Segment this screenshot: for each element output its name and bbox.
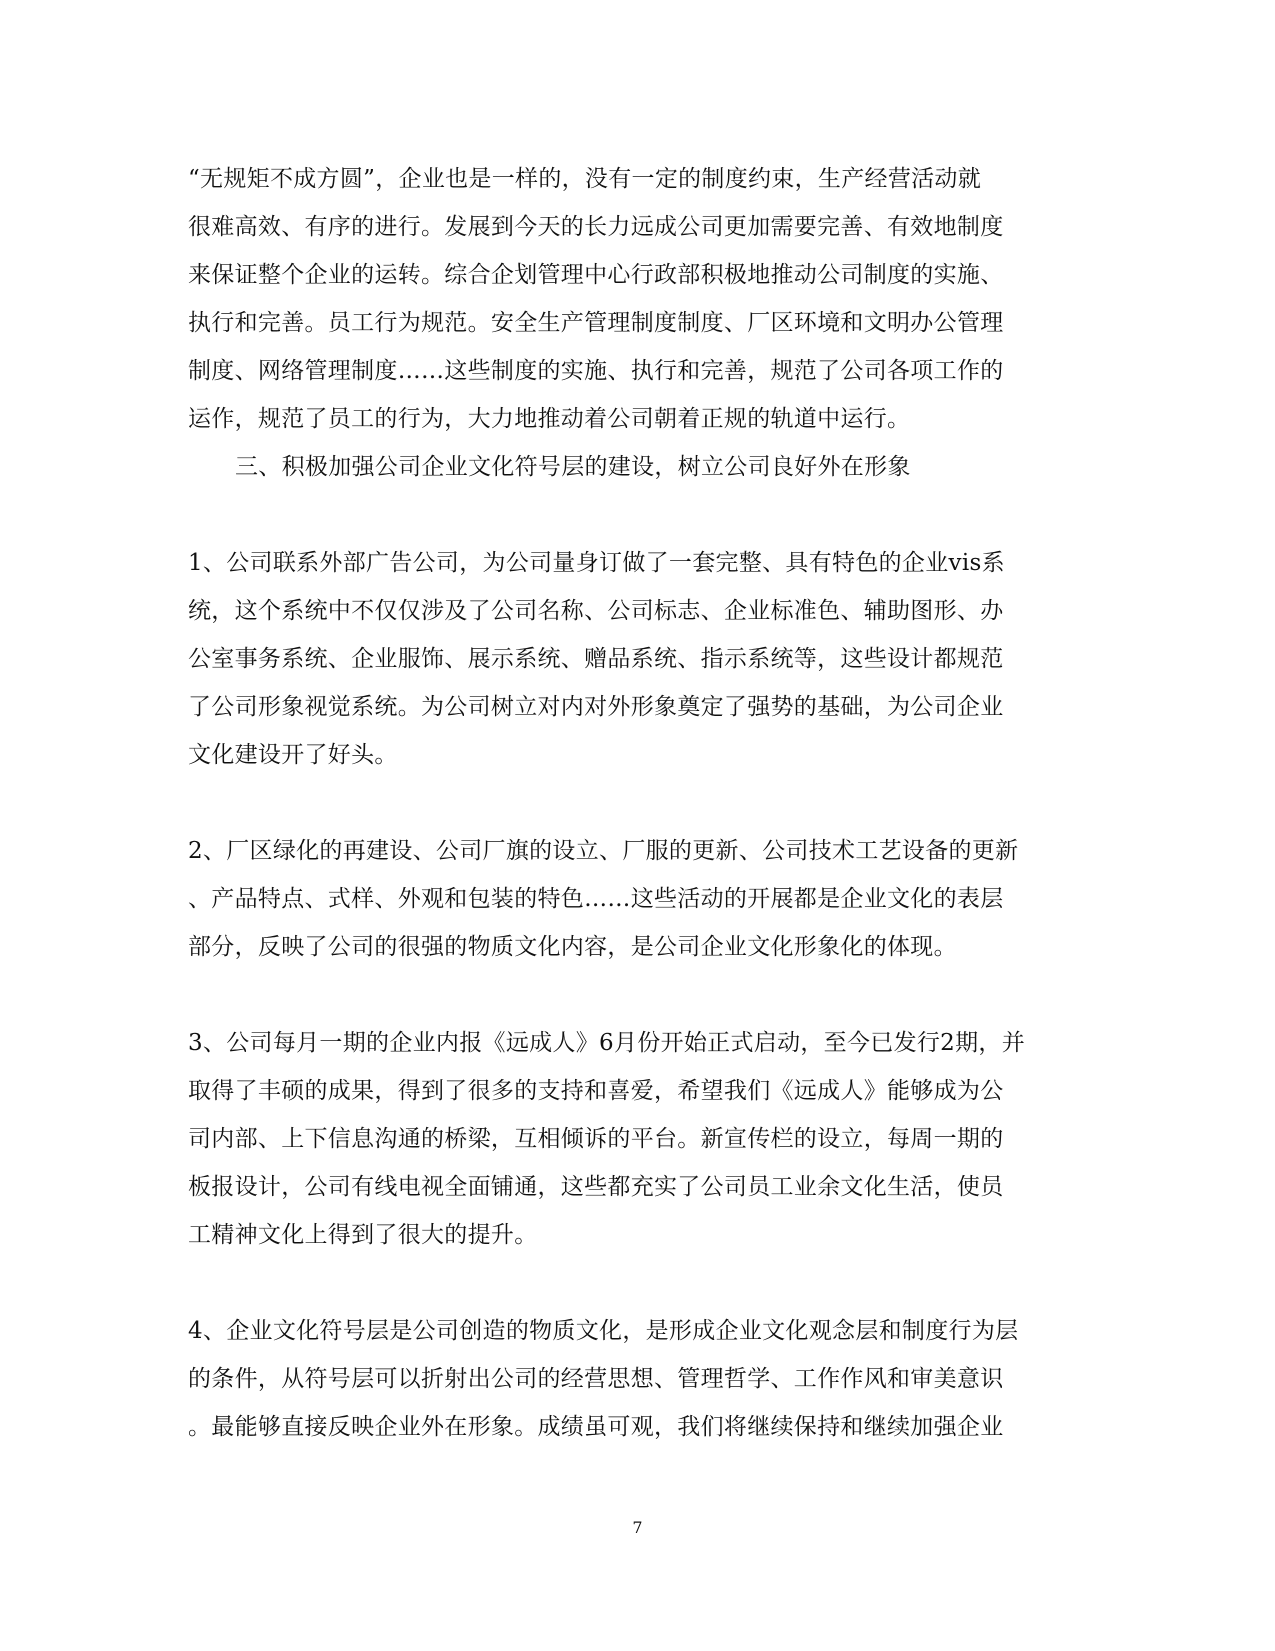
text-line: 3、公司每月一期的企业内报《远成人》6月份开始正式启动，至今已发行2期，并 (188, 1030, 1025, 1056)
text-line: 部分，反映了公司的很强的物质文化内容，是公司企业文化形象化的体现。 (188, 934, 957, 960)
text-line: 的条件，从符号层可以折射出公司的经营思想、管理哲学、工作作风和审美意识 (188, 1366, 1004, 1392)
text-line: 。最能够直接反映企业外在形象。成绩虽可观，我们将继续保持和继续加强企业 (188, 1414, 1004, 1440)
text-line: 执行和完善。员工行为规范。安全生产管理制度制度、厂区环境和文明办公管理 (188, 310, 1004, 336)
paragraph-spacer (188, 1259, 1088, 1307)
text-line: 来保证整个企业的运转。综合企划管理中心行政部积极地推动公司制度的实施、 (188, 262, 1004, 288)
text-line: 板报设计，公司有线电视全面铺通，这些都充实了公司员工业余文化生活，使员 (188, 1174, 1004, 1200)
text-line: 制度、网络管理制度……这些制度的实施、执行和完善，规范了公司各项工作的 (188, 358, 1004, 384)
text-line: 工精神文化上得到了很大的提升。 (188, 1222, 538, 1248)
text-line: 了公司形象视觉系统。为公司树立对内对外形象奠定了强势的基础，为公司企业 (188, 694, 1004, 720)
text-line: 公室事务系统、企业服饰、展示系统、赠品系统、指示系统等，这些设计都规范 (188, 646, 1004, 672)
list-item-2 (188, 827, 1088, 971)
text-line: 运作，规范了员工的行为，大力地推动着公司朝着正规的轨道中运行。 (188, 406, 911, 432)
document-body (188, 155, 1088, 1451)
text-line: 2、厂区绿化的再建设、公司厂旗的设立、厂服的更新、公司技术工艺设备的更新 (188, 838, 1019, 864)
text-line: 司内部、上下信息沟通的桥梁，互相倾诉的平台。新宣传栏的设立，每周一期的 (188, 1126, 1004, 1152)
text-line: 统，这个系统中不仅仅涉及了公司名称、公司标志、企业标准色、辅助图形、办 (188, 598, 1004, 624)
list-item-4 (188, 1307, 1088, 1451)
paragraph-spacer (188, 491, 1088, 539)
text-line: 1、公司联系外部广告公司，为公司量身订做了一套完整、具有特色的企业vis系 (188, 550, 1005, 576)
paragraph-spacer (188, 779, 1088, 827)
text-line: 文化建设开了好头。 (188, 742, 398, 768)
section-heading (188, 443, 1088, 491)
paragraph-spacer (188, 971, 1088, 1019)
page-number: 7 (632, 1518, 643, 1537)
section-heading-text: 三、积极加强公司企业文化符号层的建设，树立公司良好外在形象 (235, 454, 911, 480)
text-line: 4、企业文化符号层是公司创造的物质文化，是形成企业文化观念层和制度行为层 (188, 1318, 1019, 1344)
text-line: 取得了丰硕的成果，得到了很多的支持和喜爱，希望我们《远成人》能够成为公 (188, 1078, 1004, 1104)
list-item-3 (188, 1019, 1088, 1259)
paragraph-rules (188, 155, 1088, 443)
list-item-1 (188, 539, 1088, 779)
text-line: 很难高效、有序的进行。发展到今天的长力远成公司更加需要完善、有效地制度 (188, 214, 1004, 240)
text-line: 、产品特点、式样、外观和包装的特色……这些活动的开展都是企业文化的表层 (188, 886, 1004, 912)
text-line: “无规矩不成方圆”，企业也是一样的，没有一定的制度约束，生产经营活动就 (188, 166, 982, 192)
